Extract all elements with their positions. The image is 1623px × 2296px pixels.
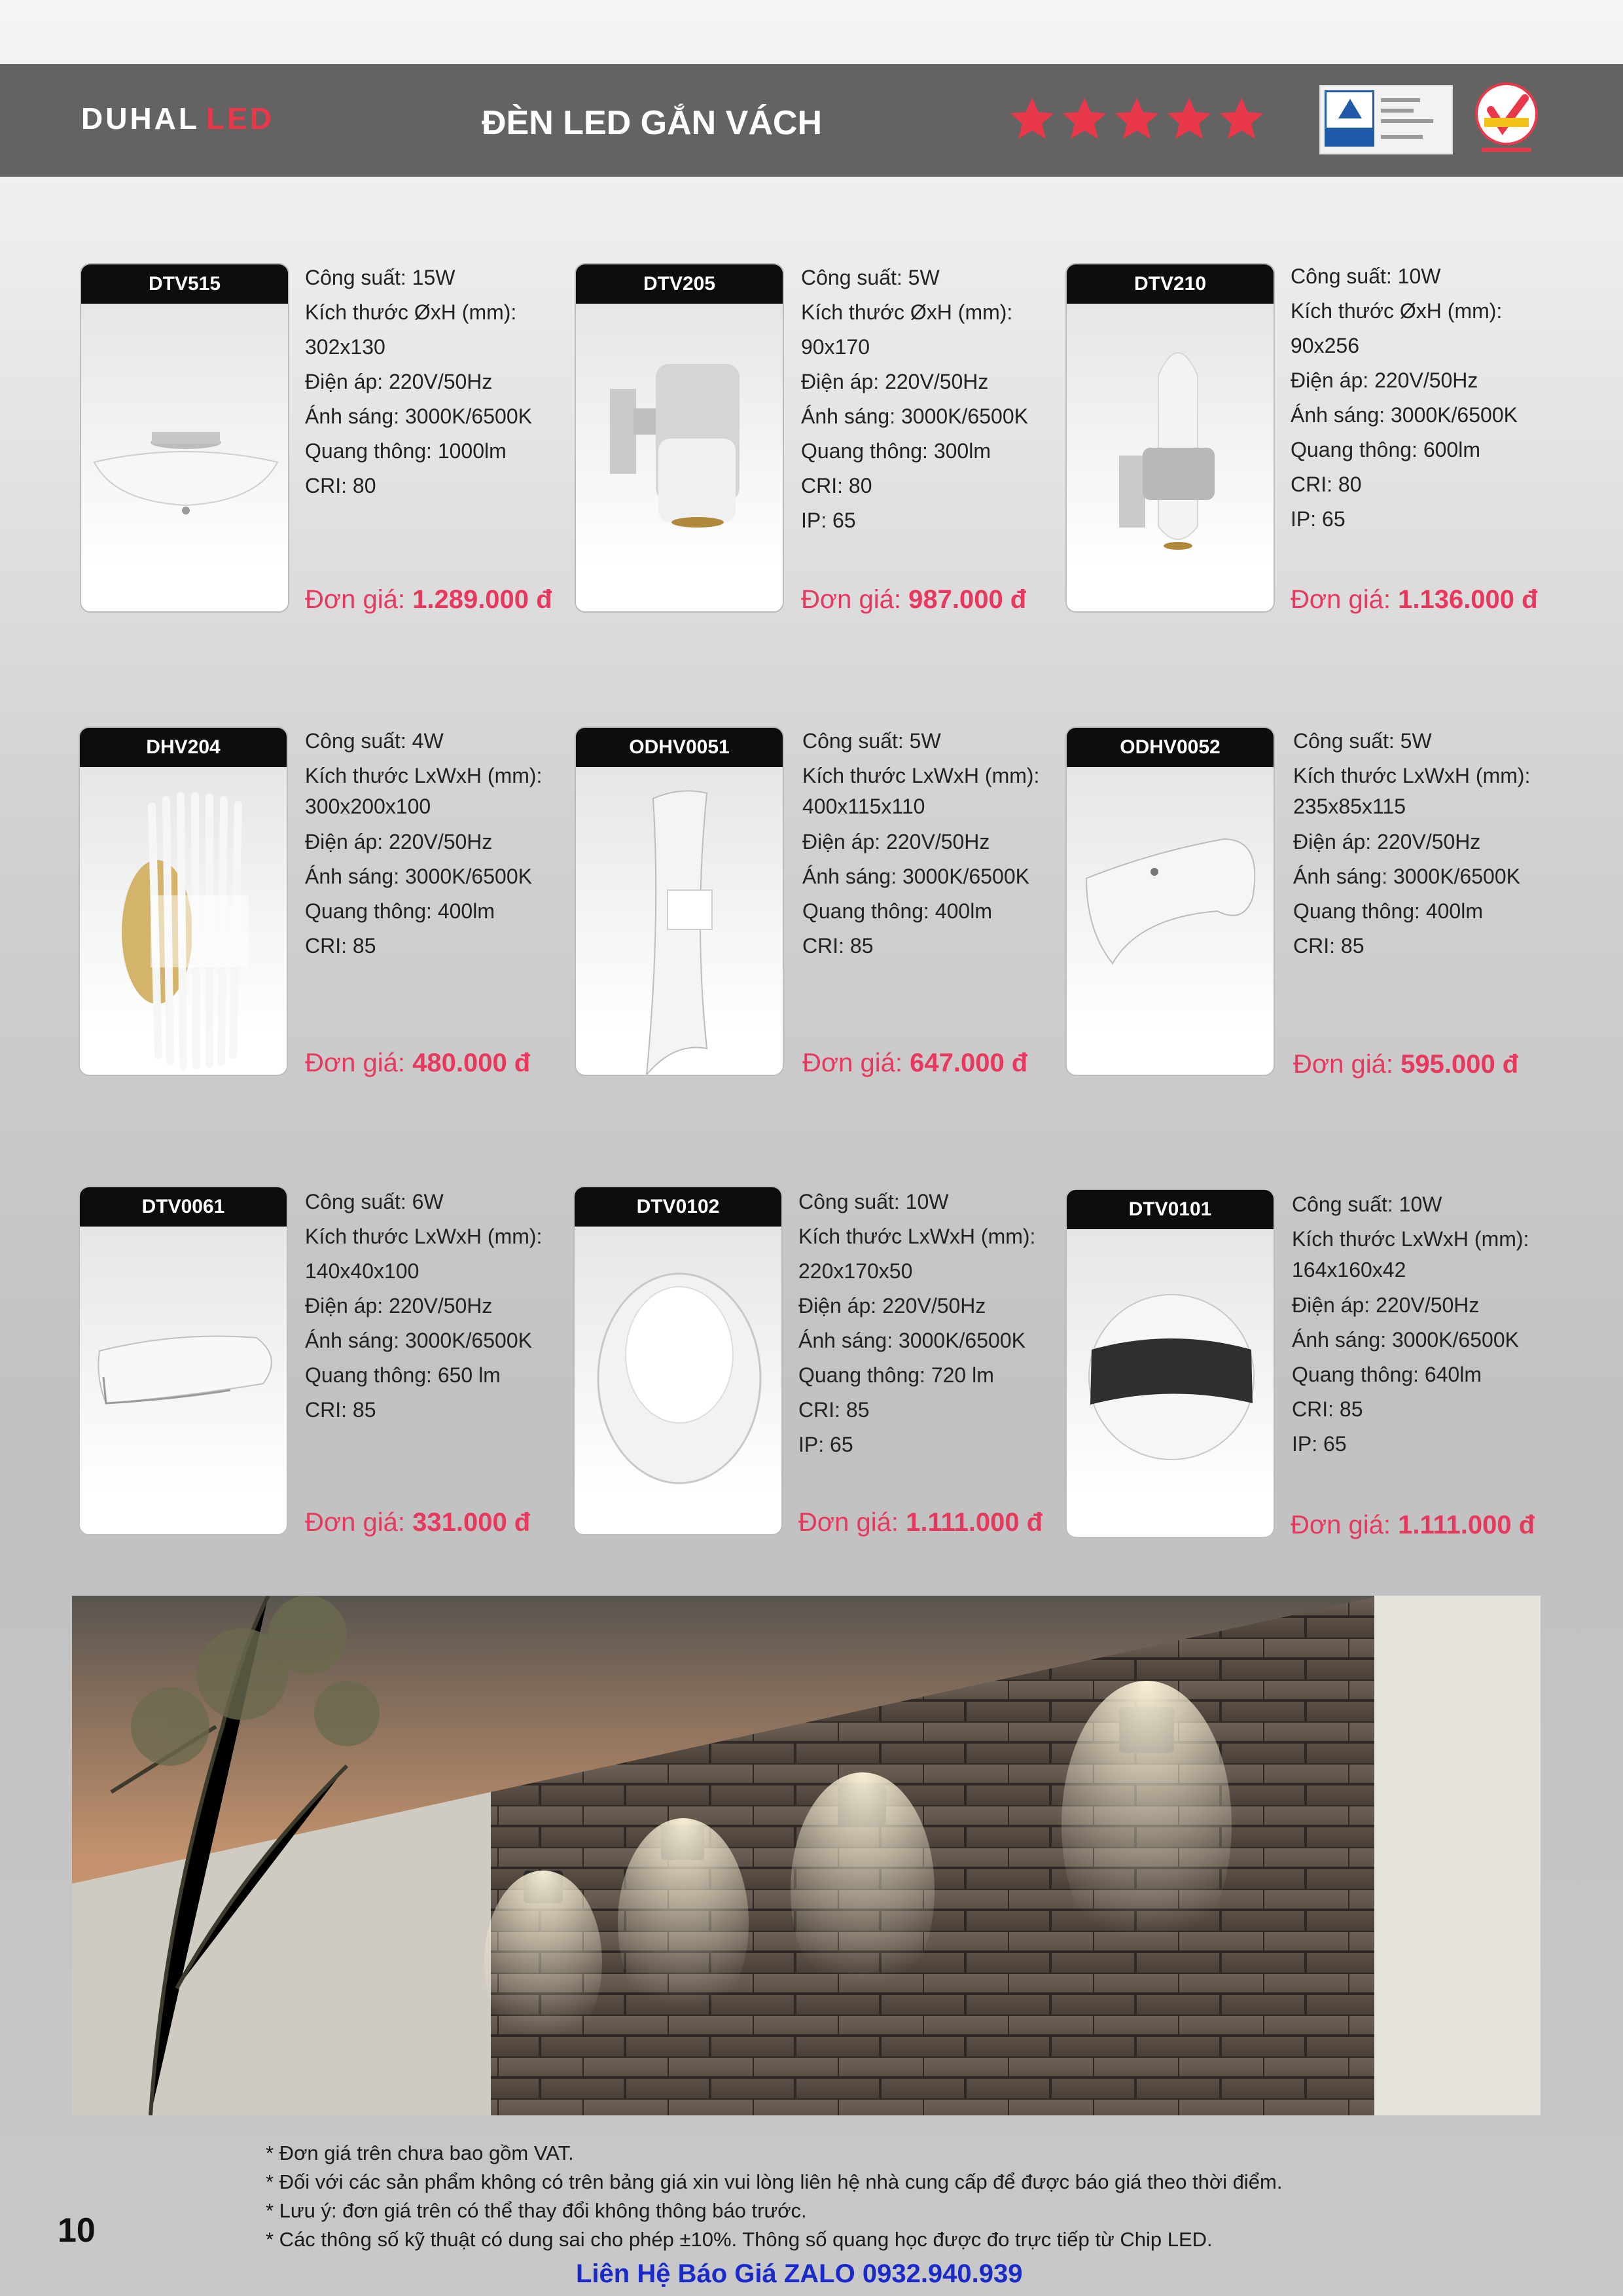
- wall-lamp-image: [1067, 304, 1274, 611]
- spec-line: Công suất: 6W: [305, 1190, 444, 1213]
- spec-line: Ánh sáng: 3000K/6500K: [801, 404, 1028, 428]
- footnote: * Đối với các sản phẩm không có trên bảng giá xin vui lòng liên hệ nhà cung cấp để được báo giá theo thời điểm.: [266, 2170, 1283, 2193]
- spec-line: 140x40x100: [305, 1259, 419, 1283]
- spec-line: Điện áp: 220V/50Hz: [801, 370, 989, 393]
- brand-accent: LED: [205, 101, 274, 135]
- spec-line: CRI: 85: [305, 1398, 376, 1422]
- price-label: Đơn giá:: [305, 585, 405, 614]
- price-value: 1.111.000 đ: [906, 1508, 1043, 1537]
- price-value: 331.000 đ: [412, 1508, 531, 1537]
- spec-line: IP: 65: [1292, 1432, 1347, 1456]
- spec-line: Kích thước ØxH (mm):: [1291, 299, 1503, 323]
- wall-lamp-image: [1067, 1229, 1274, 1537]
- spec-line: CRI: 80: [801, 474, 872, 497]
- spec-line: Điện áp: 220V/50Hz: [802, 830, 990, 853]
- tuv-certificate-logo: [1319, 85, 1453, 154]
- spec-line: 235x85x115: [1293, 795, 1406, 818]
- spec-line: CRI: 80: [1291, 473, 1362, 496]
- wall-lamp-image: [575, 1227, 781, 1534]
- spec-line: Công suất: 5W: [802, 729, 941, 753]
- footnote: * Đơn giá trên chưa bao gồm VAT.: [266, 2142, 574, 2164]
- footnote: * Các thông số kỹ thuật có dung sai cho phép ±10%. Thông số quang học được đo trực tiếp từ Chip LED.: [266, 2228, 1213, 2251]
- price-label: Đơn giá:: [801, 585, 901, 614]
- spec-line: Điện áp: 220V/50Hz: [305, 830, 493, 853]
- price-value: 1.111.000 đ: [1398, 1511, 1535, 1539]
- contact-line[interactable]: Liên Hệ Báo Giá ZALO 0932.940.939: [576, 2259, 1023, 2288]
- spec-line: Công suất: 15W: [305, 266, 455, 289]
- spec-line: 220x170x50: [798, 1259, 913, 1283]
- spec-line: Ánh sáng: 3000K/6500K: [1293, 865, 1520, 888]
- product-card: [79, 1186, 288, 1535]
- spec-line: IP: 65: [1291, 507, 1346, 531]
- spec-line: Điện áp: 220V/50Hz: [305, 370, 493, 393]
- spec-line: Điện áp: 220V/50Hz: [1292, 1293, 1480, 1317]
- product-code: DTV0061: [80, 1187, 287, 1227]
- wall-lamp-image: [576, 767, 783, 1075]
- spec-line: 90x170: [801, 335, 870, 359]
- price-line: [1291, 585, 1538, 615]
- page-number: 10: [58, 2212, 96, 2250]
- wall-lamp-image: [1067, 767, 1274, 1075]
- spec-line: Công suất: 5W: [801, 266, 940, 289]
- tuv-mark-icon: [1325, 90, 1374, 147]
- product-card: [1065, 726, 1275, 1076]
- spec-line: Ánh sáng: 3000K/6500K: [305, 1329, 532, 1352]
- quality-badge-icon: [1469, 80, 1544, 158]
- wall-lamp-image: [80, 1227, 287, 1534]
- price-label: Đơn giá:: [305, 1049, 405, 1077]
- price-line: [801, 585, 1026, 615]
- spec-list: [305, 260, 567, 503]
- price-line: [305, 585, 552, 615]
- spec-line: Điện áp: 220V/50Hz: [305, 1294, 493, 1318]
- spec-line: CRI: 85: [802, 934, 874, 958]
- price-line: [798, 1508, 1043, 1537]
- spec-line: Ánh sáng: 3000K/6500K: [802, 865, 1029, 888]
- spec-line: Kích thước ØxH (mm):: [305, 300, 517, 324]
- price-line: [802, 1049, 1027, 1078]
- product-card: [1065, 1189, 1275, 1538]
- spec-line: Quang thông: 400lm: [1293, 899, 1483, 923]
- price-label: Đơn giá:: [305, 1508, 405, 1537]
- spec-list: [802, 724, 1064, 963]
- price-value: 480.000 đ: [412, 1049, 531, 1077]
- wall-lamp-image: [80, 767, 287, 1075]
- spec-list: [1293, 724, 1555, 963]
- price-line: [305, 1049, 530, 1078]
- spec-line: Kích thước LxWxH (mm):: [305, 764, 543, 787]
- spec-list: [305, 724, 567, 963]
- price-label: Đơn giá:: [1291, 585, 1391, 614]
- spec-list: [1292, 1187, 1554, 1462]
- spec-line: 302x130: [305, 335, 385, 359]
- product-code: DTV0102: [575, 1187, 781, 1227]
- price-value: 1.136.000 đ: [1398, 585, 1538, 614]
- star-icon: [1165, 96, 1213, 144]
- spec-list: [305, 1185, 567, 1427]
- spec-list: [798, 1185, 1060, 1462]
- spec-line: Kích thước LxWxH (mm):: [798, 1225, 1036, 1248]
- product-card: [575, 726, 784, 1076]
- spec-line: 300x200x100: [305, 795, 431, 818]
- price-label: Đơn giá:: [1291, 1511, 1391, 1539]
- spec-line: Ánh sáng: 3000K/6500K: [305, 865, 532, 888]
- product-card: [575, 263, 784, 613]
- spec-line: Kích thước LxWxH (mm):: [1292, 1227, 1529, 1251]
- price-value: 595.000 đ: [1400, 1050, 1519, 1079]
- spec-line: Quang thông: 400lm: [802, 899, 992, 923]
- star-icon: [1060, 96, 1109, 144]
- footnotes: [266, 2139, 1282, 2254]
- product-code: ODHV0051: [576, 728, 783, 767]
- spec-line: Điện áp: 220V/50Hz: [1291, 368, 1478, 392]
- product-code: DHV204: [80, 728, 287, 767]
- spec-line: Quang thông: 300lm: [801, 439, 991, 463]
- spec-line: 164x160x42: [1292, 1258, 1406, 1282]
- product-code: DTV515: [81, 264, 288, 304]
- product-code: DTV210: [1067, 264, 1274, 304]
- spec-line: Công suất: 10W: [1292, 1193, 1442, 1216]
- installation-photo: [72, 1596, 1541, 2115]
- spec-list: [1291, 259, 1552, 537]
- footnote: * Lưu ý: đơn giá trên có thể thay đổi không thông báo trước.: [266, 2199, 807, 2222]
- spec-line: Quang thông: 640lm: [1292, 1363, 1482, 1386]
- spec-line: Công suất: 10W: [798, 1190, 949, 1213]
- spec-line: Ánh sáng: 3000K/6500K: [1292, 1328, 1519, 1352]
- spec-line: CRI: 80: [305, 474, 376, 497]
- brand-logo: [81, 101, 274, 136]
- price-label: Đơn giá:: [802, 1049, 902, 1077]
- product-code: DTV205: [576, 264, 783, 304]
- price-label: Đơn giá:: [1293, 1050, 1393, 1079]
- page-title: ĐÈN LED GẮN VÁCH: [482, 104, 823, 142]
- product-card: [573, 1186, 783, 1535]
- price-value: 1.289.000 đ: [412, 585, 552, 614]
- star-icon: [1113, 96, 1161, 144]
- wall-lamp-image: [576, 304, 783, 611]
- spec-line: Công suất: 4W: [305, 729, 444, 753]
- spec-line: IP: 65: [801, 509, 856, 532]
- product-card: [1065, 263, 1275, 613]
- brand-name: DUHAL: [81, 101, 200, 135]
- product-code: DTV0101: [1067, 1190, 1274, 1229]
- spec-line: Quang thông: 1000lm: [305, 439, 507, 463]
- spec-line: 400x115x110: [802, 795, 925, 818]
- product-code: ODHV0052: [1067, 728, 1274, 767]
- spec-line: Quang thông: 600lm: [1291, 438, 1480, 461]
- spec-line: CRI: 85: [305, 934, 376, 958]
- spec-line: 90x256: [1291, 334, 1359, 357]
- spec-line: Kích thước LxWxH (mm):: [305, 1225, 543, 1248]
- spec-line: Kích thước LxWxH (mm):: [802, 764, 1040, 787]
- star-icon: [1008, 96, 1056, 144]
- spec-line: Quang thông: 400lm: [305, 899, 495, 923]
- spec-list: [801, 260, 1063, 538]
- product-card: [79, 726, 288, 1076]
- spec-line: Quang thông: 650 lm: [305, 1363, 501, 1387]
- spec-line: Ánh sáng: 3000K/6500K: [798, 1329, 1026, 1352]
- price-value: 987.000 đ: [908, 585, 1027, 614]
- price-line: [305, 1508, 530, 1537]
- price-line: [1291, 1511, 1535, 1540]
- spec-line: Quang thông: 720 lm: [798, 1363, 994, 1387]
- spec-line: Kích thước LxWxH (mm):: [1293, 764, 1531, 787]
- product-card: [80, 263, 289, 613]
- spec-line: Ánh sáng: 3000K/6500K: [1291, 403, 1518, 427]
- spec-line: Điện áp: 220V/50Hz: [798, 1294, 986, 1318]
- spec-line: CRI: 85: [1292, 1397, 1363, 1421]
- spec-line: CRI: 85: [1293, 934, 1364, 958]
- spec-line: Công suất: 5W: [1293, 729, 1432, 753]
- spec-line: Điện áp: 220V/50Hz: [1293, 830, 1481, 853]
- spec-line: Công suất: 10W: [1291, 264, 1441, 288]
- star-icon: [1217, 96, 1266, 144]
- spec-line: Ánh sáng: 3000K/6500K: [305, 404, 532, 428]
- wall-lights-scene-image: [72, 1596, 1541, 2115]
- header-bar: [0, 64, 1623, 177]
- ceiling-light-image: [81, 304, 288, 611]
- price-value: 647.000 đ: [910, 1049, 1028, 1077]
- price-label: Đơn giá:: [798, 1508, 899, 1537]
- spec-line: CRI: 85: [798, 1398, 870, 1422]
- spec-line: IP: 65: [798, 1433, 853, 1456]
- rating-stars: [1008, 96, 1266, 144]
- price-line: [1293, 1050, 1518, 1079]
- spec-line: Kích thước ØxH (mm):: [801, 300, 1013, 324]
